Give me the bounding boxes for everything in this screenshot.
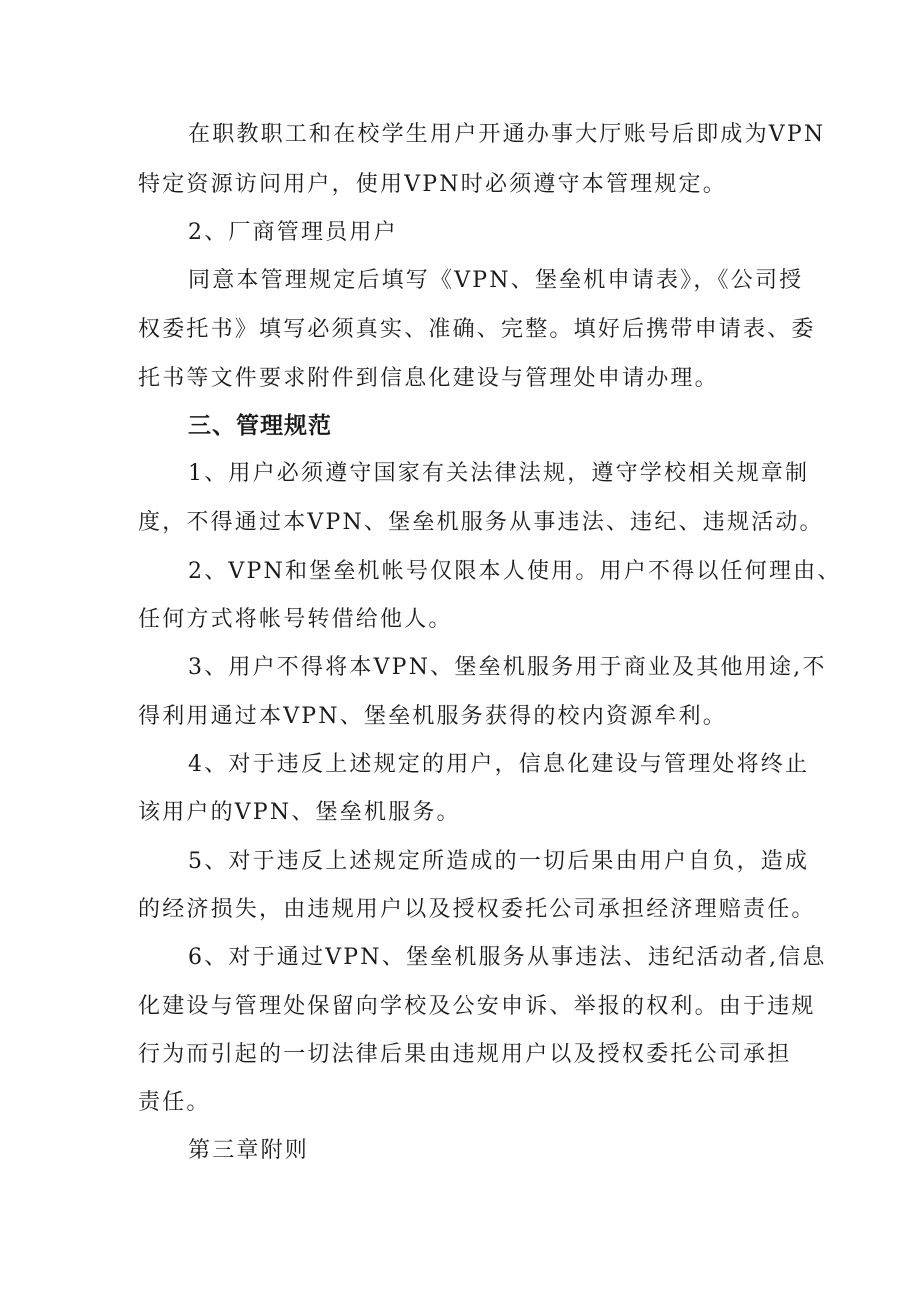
paragraph-line: 同意本管理规定后填写《VPN、堡垒机申请表》，《公司授 — [188, 268, 804, 293]
paragraph-line: 该用户的VPN、堡垒机服务。 — [138, 800, 461, 825]
paragraph-line: 的经济损失，由违规用户以及授权委托公司承担经济理赔责任。 — [138, 897, 816, 922]
paragraph-line: 在职教职工和在校学生用户开通办事大厅账号后即成为VPN — [188, 122, 826, 147]
subheading-vendor-admin: 2、厂商管理员用户 — [188, 220, 398, 245]
paragraph-line: 5、对于违反上述规定所造成的一切后果由用户自负，造成 — [188, 849, 810, 874]
paragraph-line: 2、VPN和堡垒机帐号仅限本人使用。用户不得以任何理由、 — [188, 559, 842, 584]
paragraph-line: 责任。 — [138, 1090, 211, 1115]
paragraph-line: 度，不得通过本VPN、堡垒机服务从事违法、违纪、违规活动。 — [138, 510, 824, 535]
paragraph-line: 4、对于违反上述规定的用户，信息化建设与管理处将终止 — [188, 752, 810, 777]
paragraph-line: 3、用户不得将本VPN、堡垒机服务用于商业及其他用途,不 — [188, 655, 827, 680]
paragraph-line: 得利用通过本VPN、堡垒机服务获得的校内资源牟利。 — [138, 704, 727, 729]
paragraph-line: 6、对于通过VPN、堡垒机服务从事违法、违纪活动者,信息 — [188, 945, 827, 970]
section-heading-management-rules: 三、管理规范 — [188, 413, 332, 439]
paragraph-line: 化建设与管理处保留向学校及公安申诉、举报的权利。由于违规 — [138, 994, 816, 1019]
paragraph-line: 任何方式将帐号转借给他人。 — [138, 607, 453, 632]
paragraph-line: 托书等文件要求附件到信息化建设与管理处申请办理。 — [138, 366, 719, 391]
paragraph-line: 特定资源访问用户，使用VPN时必须遵守本管理规定。 — [138, 172, 727, 197]
chapter-heading-supplementary: 第三章附则 — [188, 1138, 310, 1163]
paragraph-line: 行为而引起的一切法律后果由违规用户以及授权委托公司承担 — [138, 1042, 792, 1067]
paragraph-line: 1、用户必须遵守国家有关法律法规，遵守学校相关规章制 — [188, 461, 810, 486]
paragraph-line: 权委托书》填写必须真实、准确、完整。填好后携带申请表、委 — [138, 317, 816, 342]
